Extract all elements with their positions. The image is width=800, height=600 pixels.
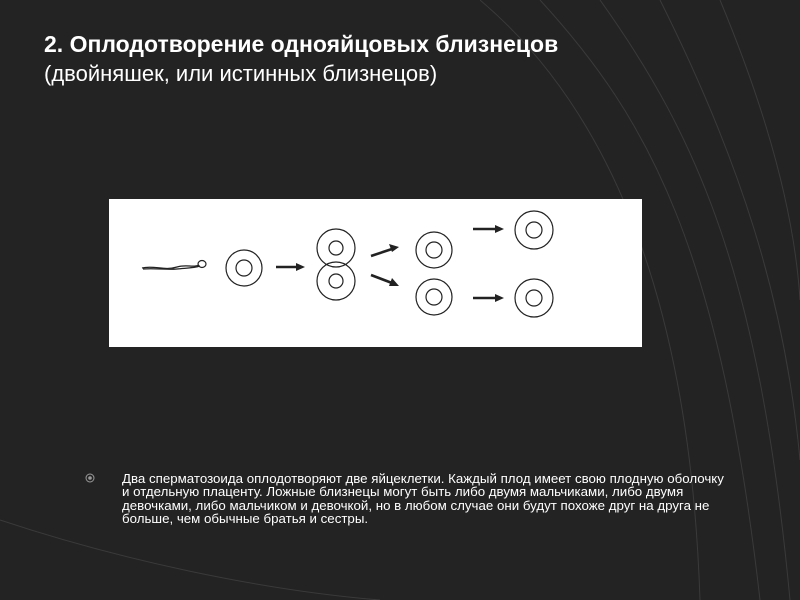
title-subtitle: (двойняшек, или истинных близнецов) (44, 61, 438, 86)
twin-fertilization-diagram (109, 199, 642, 347)
bullet-item (85, 472, 735, 525)
egg-cell-upper-right (515, 211, 553, 249)
slide-title (44, 30, 764, 88)
arrow-icon (473, 294, 504, 302)
sperm-cell (142, 261, 206, 270)
egg-cell-lower (416, 279, 452, 315)
dividing-cell (317, 229, 355, 300)
bullet-text: Два сперматозоида оплодотворяют две яйцеклетки. Каждый плод имеет свою плодную оболочку и отдельную плаценту. Ложные близнецы могут быть либо двумя мальчиками, либо двумя девочками, либо мальчиком и девочкой, но в любом случае они будут похоже друг на друга не больше, чем обычные братья и сестры. (122, 471, 724, 526)
egg-cell-lower-right (515, 279, 553, 317)
arrow-down-icon (371, 275, 399, 286)
circle-bullet-icon (85, 473, 95, 483)
arrow-icon (473, 225, 504, 233)
egg-cell-upper (416, 232, 452, 268)
egg-cell (226, 250, 262, 286)
arrow-icon (276, 263, 305, 271)
arrow-up-icon (371, 244, 399, 256)
title-main: 2. Оплодотворение однояйцовых близнецов (44, 31, 559, 57)
